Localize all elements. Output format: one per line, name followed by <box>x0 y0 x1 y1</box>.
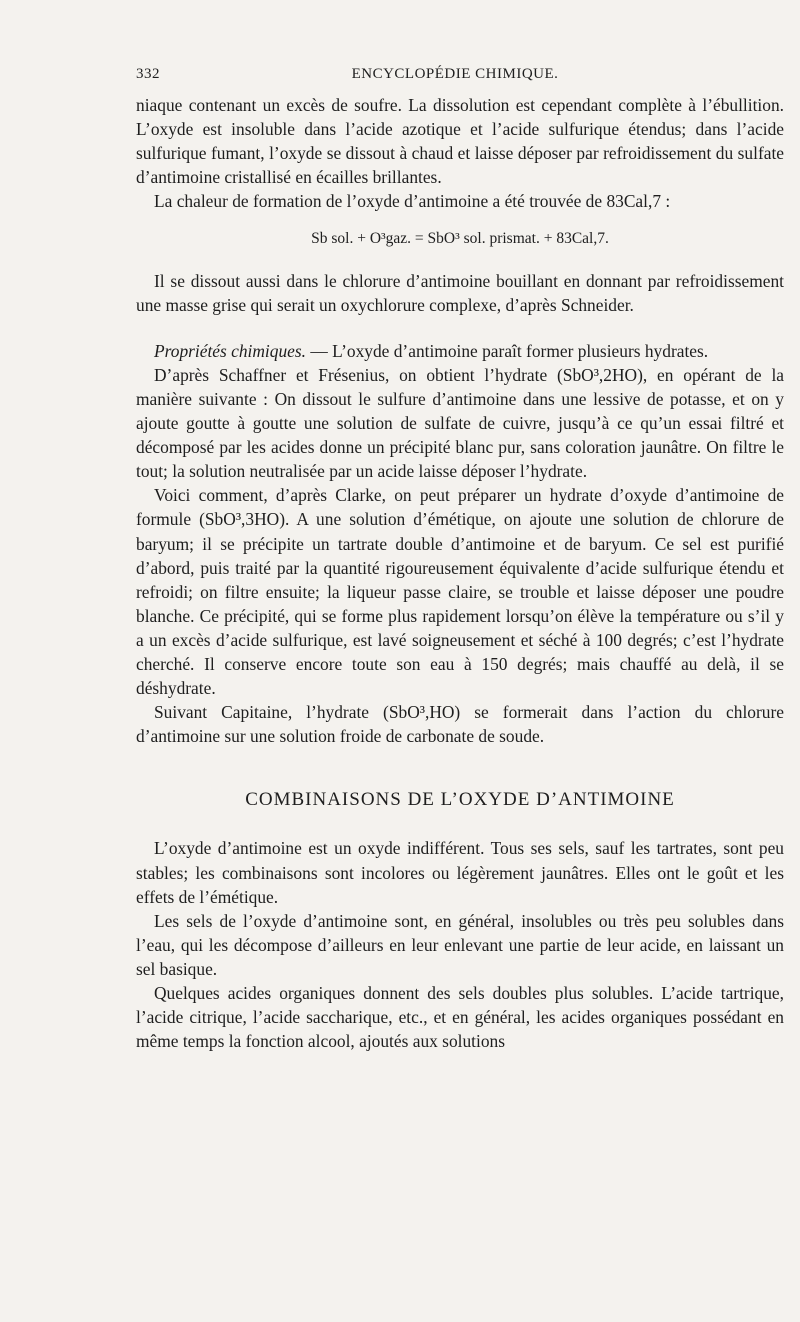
formula: Sb sol. + O³gaz. = SbO³ sol. prismat. + 83Cal,7. <box>311 230 609 248</box>
paragraph-gap <box>136 317 784 339</box>
paragraph: Quelques acides organiques donnent des sels doubles plus solubles. L’acide tartrique, l’acide citrique, l’acide saccharique, etc., et en général, les acides organiques possédant en même temps la fonction alcool, ajoutés aux solutions <box>136 983 784 1052</box>
section-lead: Propriétés chimiques. <box>154 340 306 361</box>
paragraph: La chaleur de formation de l’oxyde d’antimoine a été trouvée de 83Cal,7 : <box>154 191 671 212</box>
paragraph: Il se dissout aussi dans le chlorure d’antimoine bouillant en donnant par refroidissement une masse grise qui serait un oxychlorure complexe, d’après Schneider. <box>136 270 784 315</box>
paragraph: Suivant Capitaine, l’hydrate (SbO³,HO) se formerait dans l’action du chlorure d’antimoine sur une solution froide de carbonate de soude. <box>136 702 784 747</box>
paragraph: Les sels de l’oxyde d’antimoine sont, en général, insolubles ou très peu solubles dans l’eau, qui les décompose d’ailleurs en leur enlevant une partie de leur acide, en laissant un sel basique. <box>136 910 784 979</box>
paragraph: Voici comment, d’après Clarke, on peut préparer un hydrate d’oxyde d’antimoine de formule (SbO³,3HO). A une solution d’émétique, on ajoute une solution de chlorure de baryum; il se précipite un tartrate double d’antimoine et de baryum. Ce sel est purifié d’abord, puis traité par la quantité rigoureusement équivalente d’acide sulfurique étendu et refroidi; on filtre ensuite; la liqueur passe claire, se trouble et laisse déposer une poudre blanche. Ce précipité, qui se forme plus rapidement lorsqu’on élève la température ou s’il y a un excès d’acide sulfurique, est lavé soigneusement et séché à 100 degrés; c’est l’hydrate cherché. Il conserve encore toute son eau à 150 degrés; mais chauffé au delà, il se déshydrate. <box>136 485 784 699</box>
paragraph: D’après Schaffner et Frésenius, on obtient l’hydrate (SbO³,2HO), en opérant de la manière suivante : On dissout le sulfure d’antimoine dans une lessive de potasse, et on y ajoute goutte à goutte une solution de sulfate de cuivre, jusqu’à ce qu’un essai filtré et décomposé par les acides donne un précipité blanc pur, sans coloration jaunâtre. On filtre le tout; la solution neutralisée par un acide laisse déposer l’hydrate. <box>136 364 784 482</box>
paragraph: niaque contenant un excès de soufre. La dissolution est cependant complète à l’ébullition. L’oxyde est insoluble dans l’acide azotique et l’acide sulfurique étendus; dans l’acide sulfurique fumant, l’oxyde se dissout à chaud et laisse déposer par refroidissement du sulfate d’antimoine cristallisé en écailles brillantes. <box>136 95 784 188</box>
page-number: 332 <box>136 66 160 82</box>
paragraph: L’oxyde d’antimoine est un oxyde indifférent. Tous ses sels, sauf les tartrates, sont peu stables; les combinaisons sont incolores ou légèrement jaunâtres. Elles ont le goût et les effets de l’émétique. <box>136 838 784 907</box>
page-body <box>136 93 784 1053</box>
section-lead-text: — L’oxyde d’antimoine paraît former plusieurs hydrates. <box>305 340 709 361</box>
paragraph-chemical-properties <box>136 339 784 363</box>
running-title: ENCYCLOPÉDIE CHIMIQUE. <box>351 66 559 82</box>
section-heading: COMBINAISONS DE L’OXYDE D’ANTIMOINE <box>245 789 675 811</box>
